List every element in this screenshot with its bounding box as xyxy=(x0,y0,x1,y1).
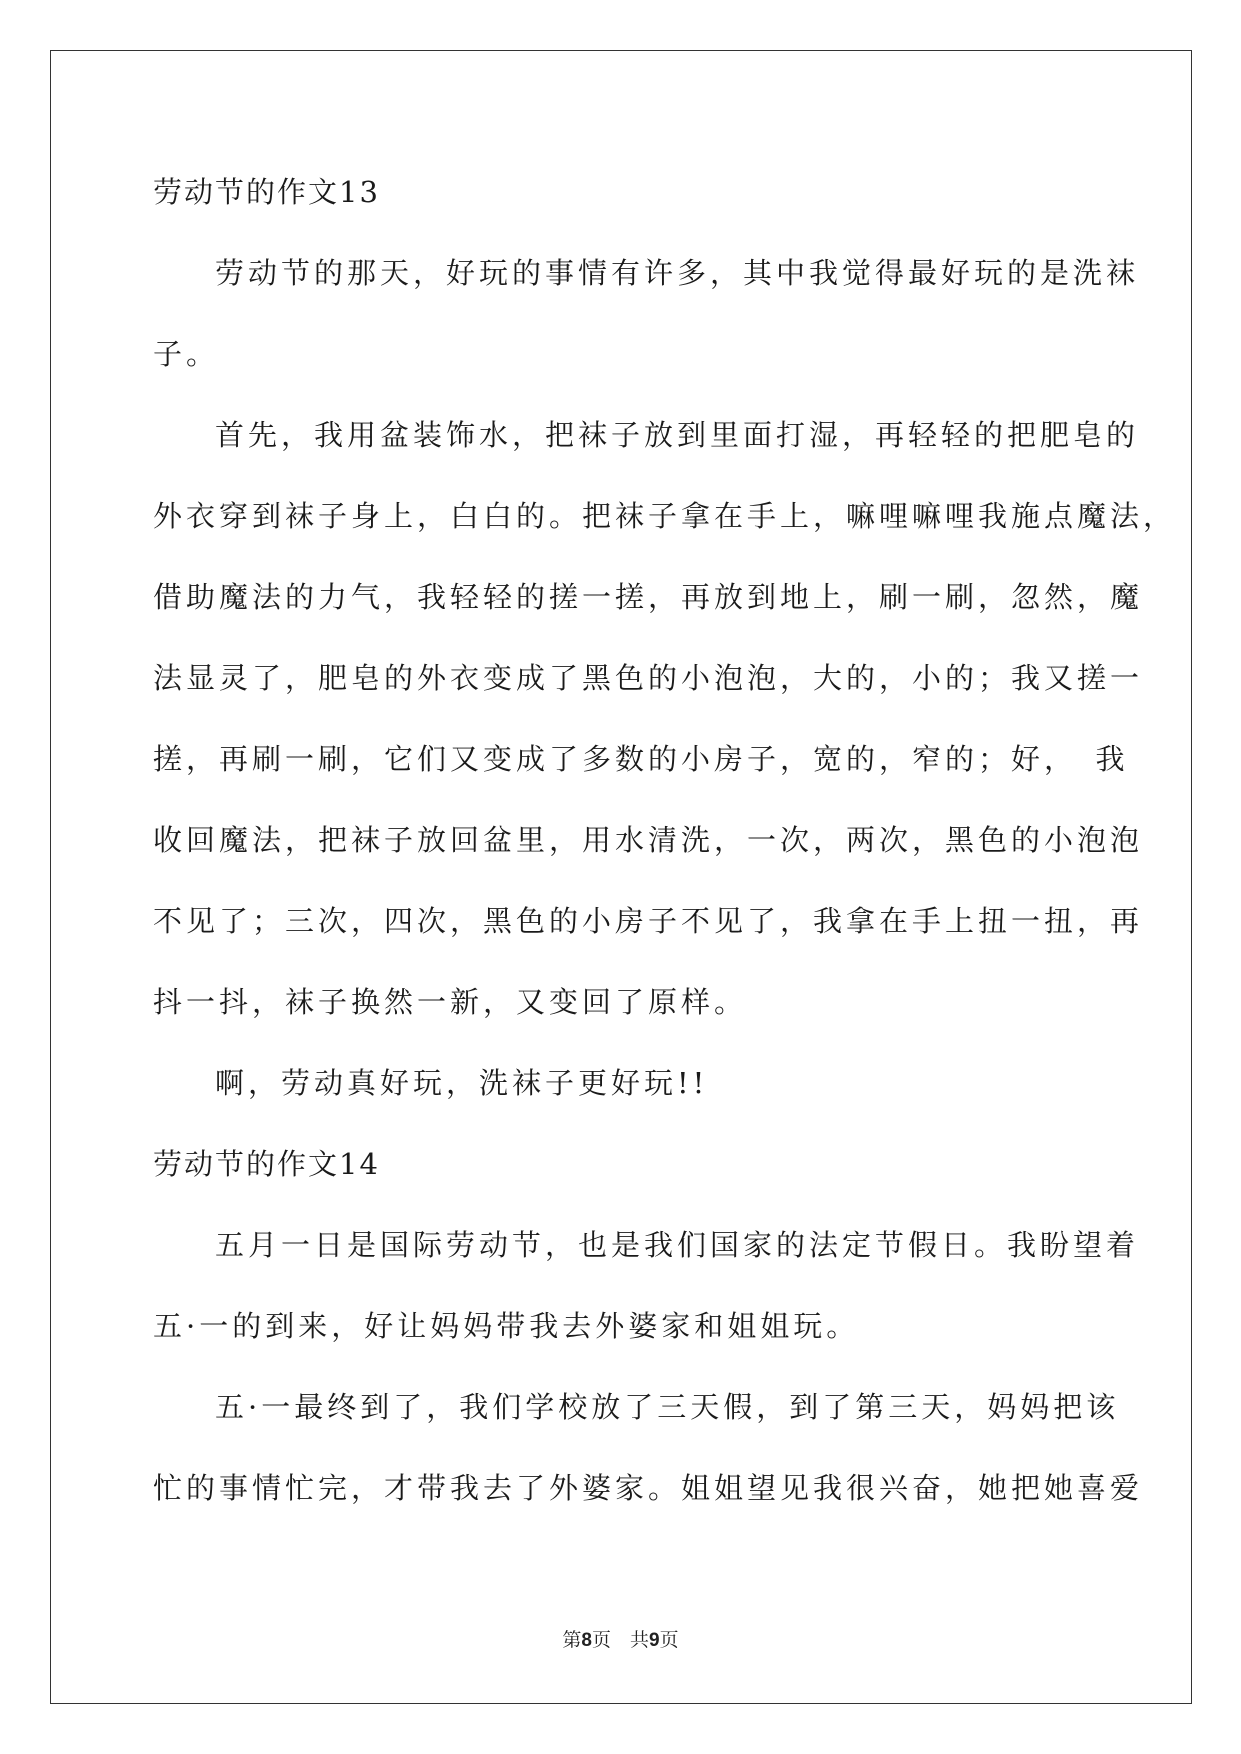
document-body xyxy=(153,152,1177,1529)
paragraph-line: 首先，我用盆装饰水，把袜子放到里面打湿，再轻轻的把肥皂的 xyxy=(215,418,1140,452)
paragraph-line: 子。 xyxy=(153,337,220,371)
paragraph-line: 搓，再刷一刷，它们又变成了多数的小房子，宽的，窄的；好， 我 xyxy=(153,742,1129,776)
paragraph-line: 五·一最终到了，我们学校放了三天假，到了第三天，妈妈把该 xyxy=(215,1390,1120,1424)
paragraph-line: 五月一日是国际劳动节，也是我们国家的法定节假日。我盼望着 xyxy=(215,1228,1140,1262)
paragraph-line: 借助魔法的力气，我轻轻的搓一搓，再放到地上，刷一刷，忽然，魔 xyxy=(153,580,1144,614)
footer-suffix: 页 xyxy=(659,1629,679,1651)
paragraph-line: 外衣穿到袜子身上，白白的。把袜子拿在手上，嘛哩嘛哩我施点魔法， xyxy=(153,499,1177,533)
paragraph-line: 忙的事情忙完，才带我去了外婆家。姐姐望见我很兴奋，她把她喜爱 xyxy=(153,1471,1144,1505)
footer-middle: 页 共 xyxy=(591,1629,649,1651)
paragraph-line: 法显灵了，肥皂的外衣变成了黑色的小泡泡，大的，小的；我又搓一 xyxy=(153,661,1144,695)
paragraph-line: 抖一抖，袜子换然一新，又变回了原样。 xyxy=(153,985,748,1019)
essay-heading-14: 劳动节的作文14 xyxy=(153,1147,380,1181)
essay-heading-13: 劳动节的作文13 xyxy=(153,175,380,209)
footer-prefix: 第 xyxy=(562,1629,582,1651)
page-footer xyxy=(0,1625,1241,1652)
total-page-number: 9 xyxy=(649,1630,660,1651)
paragraph-line: 劳动节的那天，好玩的事情有许多，其中我觉得最好玩的是洗袜 xyxy=(215,256,1140,290)
paragraph-line: 不见了；三次，四次，黑色的小房子不见了，我拿在手上扭一扭，再 xyxy=(153,904,1144,938)
paragraph-line: 收回魔法，把袜子放回盆里，用水清洗，一次，两次，黑色的小泡泡 xyxy=(153,823,1144,857)
current-page-number: 8 xyxy=(581,1630,592,1651)
paragraph-line: 五·一的到来，好让妈妈带我去外婆家和姐姐玩。 xyxy=(153,1309,860,1343)
paragraph-line: 啊，劳动真好玩，洗袜子更好玩!! xyxy=(215,1066,709,1100)
